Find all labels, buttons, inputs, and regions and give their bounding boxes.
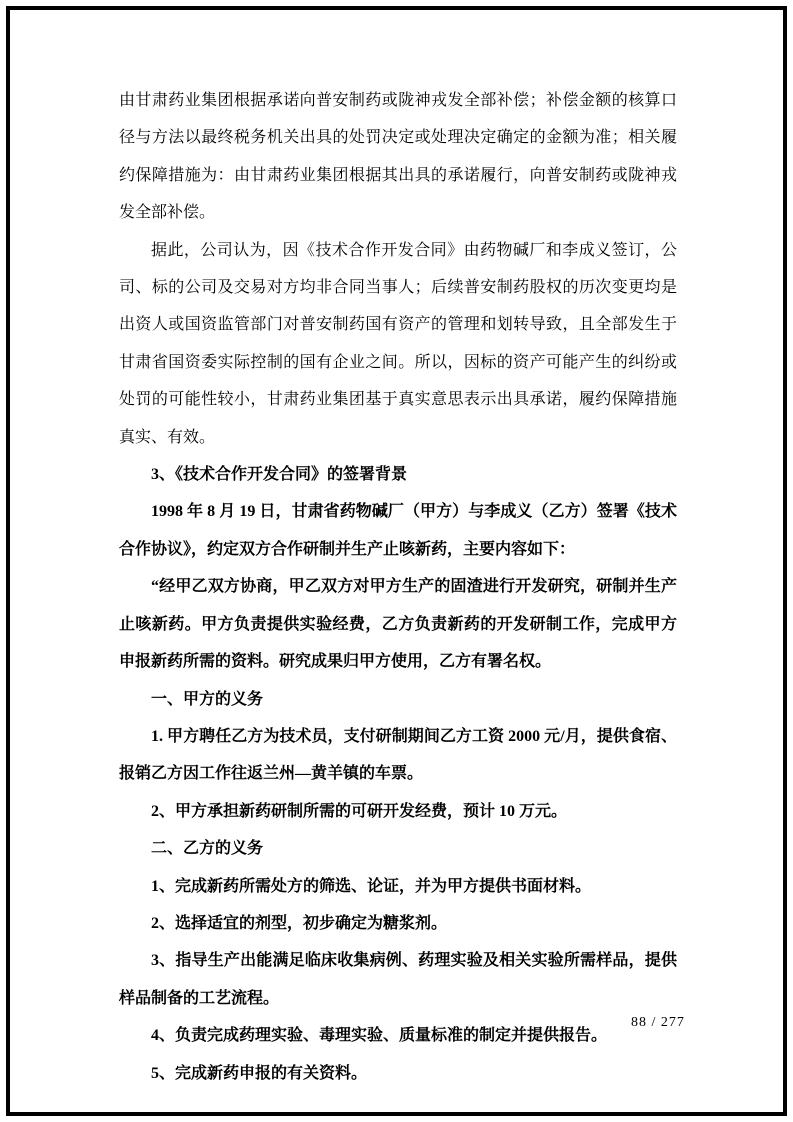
paragraph-compensation: 由甘肃药业集团根据承诺向普安制药或陇神戎发全部补偿；补偿金额的核算口径与方法以最终税务机关出具的处罚决定或处理决定确定的金额为准；相关履约保障措施为：由甘肃药业集团根据其出具的承诺履行，向普安制药或陇神戎发全部补偿。 <box>119 92 677 222</box>
paragraph-company-opinion: 据此，公司认为，因《技术合作开发合同》由药物碱厂和李成义签订，公司、标的公司及交易对方均非合同当事人；后续普安制药股权的历次变更均是出资人或国资监管部门对普安制药国有资产的管理和划转导致，且全部发生于甘肃省国资委实际控制的国有企业之间。所以，因标的资产可能产生的纠纷或处罚的可能性较小，甘肃药业集团基于真实意思表示出具承诺，履约保障措施真实、有效。 <box>119 241 677 446</box>
list-item-b3: 3、指导生产出能满足临床收集病例、药理实验及相关实验所需样品，提供样品制备的工艺流程。 <box>119 952 677 1007</box>
list-item-b1: 1、完成新药所需处方的筛选、论证，并为甲方提供书面材料。 <box>151 877 592 895</box>
list-item-a2: 2、甲方承担新药研制所需的可研开发经费，预计 10 万元。 <box>151 802 568 820</box>
document-body <box>119 82 677 1092</box>
list-item-b2: 2、选择适宜的剂型，初步确定为糖浆剂。 <box>151 914 448 932</box>
list-item-a1: 1. 甲方聘任乙方为技术员，支付研制期间乙方工资 2000 元/月，提供食宿、报销乙方因工作往返兰州—黄羊镇的车票。 <box>119 727 677 783</box>
subheading-party-a-obligations: 一、甲方的义务 <box>151 690 264 708</box>
list-item-b5: 5、完成新药申报的有关资料。 <box>151 1064 368 1082</box>
page-number: 88 / 277 <box>631 1015 685 1030</box>
section-heading-3: 3、《技术合作开发合同》的签署背景 <box>151 466 408 484</box>
list-item-b4: 4、负责完成药理实验、毒理实验、质量标准的制定并提供报告。 <box>151 1027 608 1045</box>
paragraph-agreement-quote: “经甲乙双方协商，甲乙双方对甲方生产的固渣进行开发研究，研制并生产止咳新药。甲方负责提供实验经费，乙方负责新药的开发研制工作，完成甲方申报新药所需的资料。研究成果归甲方使用，乙方有署名权。 <box>119 578 677 671</box>
paragraph-agreement-signing: 1998 年 8 月 19 日，甘肃省药物碱厂（甲方）与李成义（乙方）签署《技术合作协议》，约定双方合作研制并生产止咳新药，主要内容如下： <box>119 503 677 558</box>
subheading-party-b-obligations: 二、乙方的义务 <box>151 840 264 858</box>
